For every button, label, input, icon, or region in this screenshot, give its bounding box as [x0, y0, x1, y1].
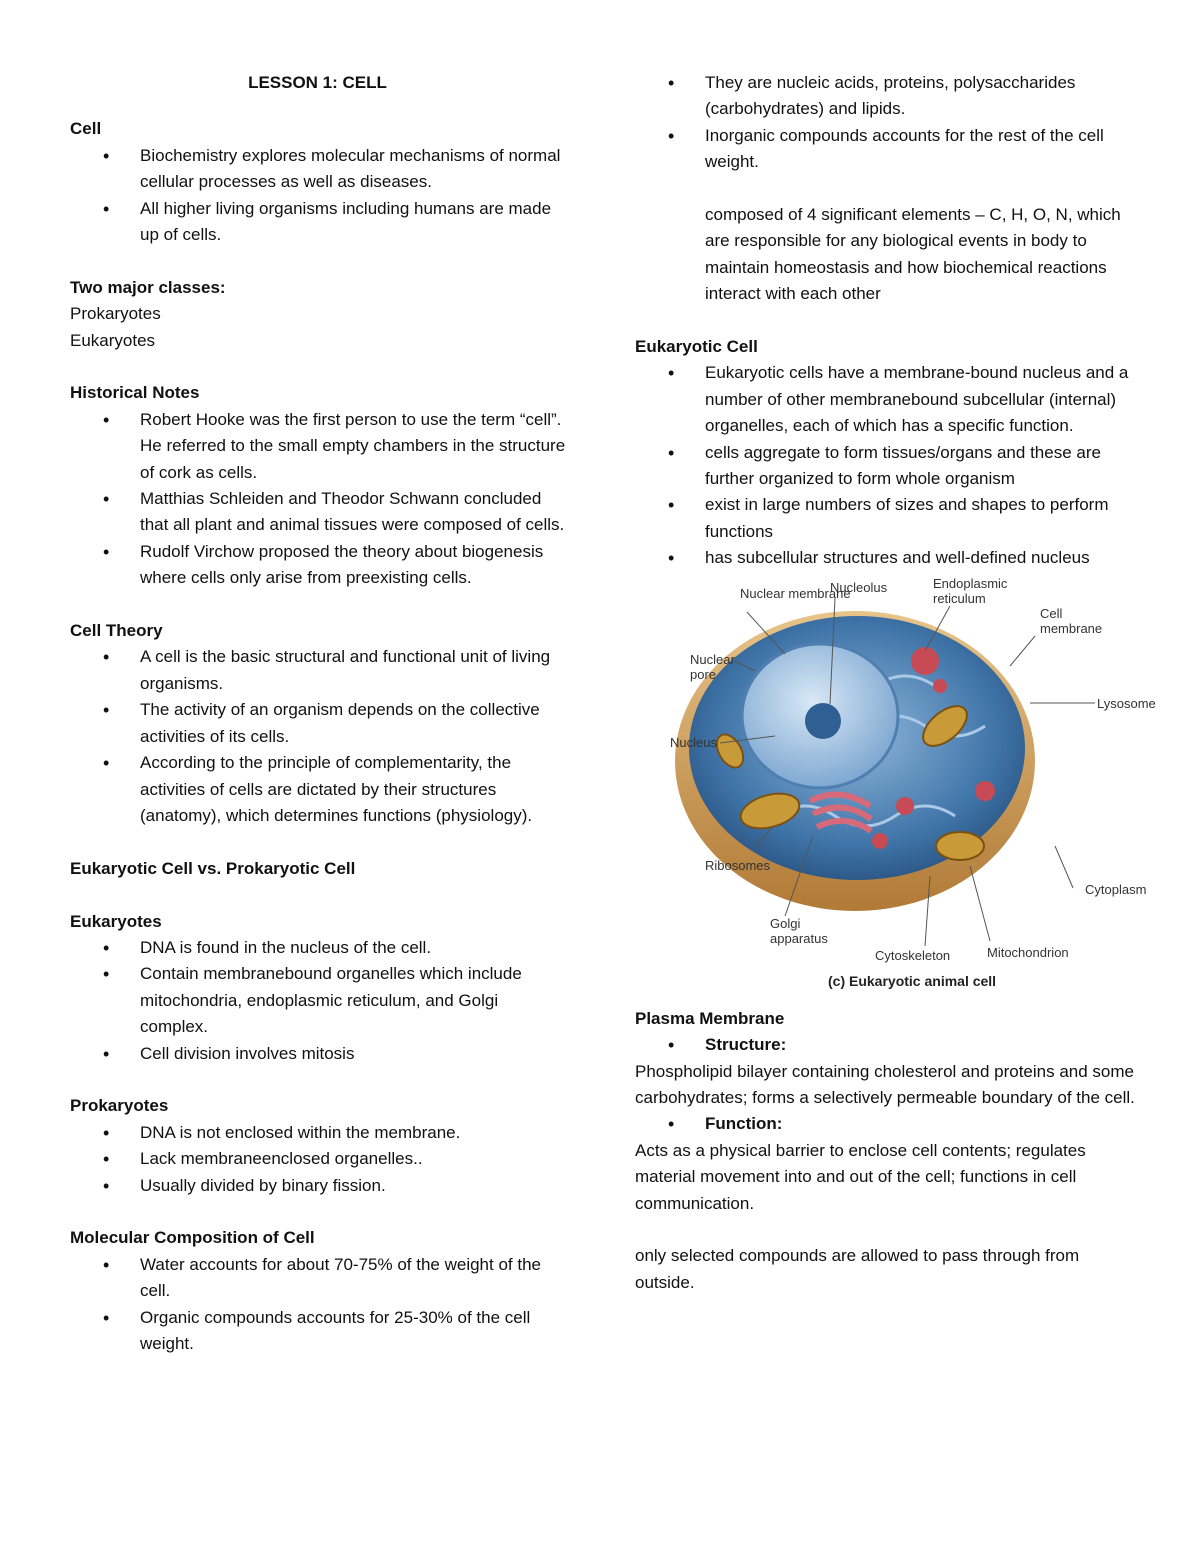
function-label: Function:: [705, 1114, 783, 1134]
list-prokaryotes: [70, 1120, 570, 1199]
heading-eukaryotic-vs-prokaryotic: Eukaryotic Cell vs. Prokaryotic Cell: [70, 858, 356, 878]
label-ribosomes: Ribosomes: [705, 857, 771, 873]
list-history: [70, 407, 570, 592]
function-text: Acts as a physical barrier to enclose cell contents; regulates material movement into and out of the cell; functions in cell communication.: [635, 1140, 1086, 1213]
list-item: • Robert Hooke was the first person to use the term “cell”. He referred to the small empty chambers in the structure of cork as cells.: [70, 407, 570, 486]
eukaryotic-cell-figure: [635, 575, 1156, 996]
heading-historical-notes: Historical Notes: [70, 383, 200, 403]
label-lysosome: Lysosome: [1097, 695, 1156, 711]
list-item: [635, 1032, 1135, 1058]
figure-caption: (c) Eukaryotic animal cell: [828, 972, 997, 989]
structure-label: Structure:: [705, 1035, 787, 1055]
label-cytoplasm: Cytoplasm: [1085, 881, 1147, 897]
list-molecular: [70, 1252, 570, 1358]
list-item: • DNA is not enclosed within the membrane.: [70, 1120, 570, 1146]
list-eukaryotic-cell: [635, 360, 1135, 571]
list-item: • exist in large numbers of sizes and shapes to perform functions: [635, 492, 1135, 545]
lysosome: [911, 647, 939, 675]
list-item: • A cell is the basic structural and functional unit of living organisms.: [70, 644, 570, 697]
mitochondrion: [936, 832, 984, 860]
list-item: • Rudolf Virchow proposed the theory about biogenesis where cells only arise from preexisting cells.: [70, 539, 570, 592]
list-item: • Cell division involves mitosis: [70, 1041, 570, 1067]
lesson-title: LESSON 1: CELL: [248, 73, 387, 92]
class-item: Prokaryotes: [70, 304, 161, 324]
list-theory: [70, 644, 570, 829]
list-function: [635, 1111, 1135, 1137]
list-eukaryotes: [70, 935, 570, 1067]
list-item: • Contain membranebound organelles which include mitochondria, endoplasmic reticulum, and Golgi complex.: [70, 961, 570, 1040]
heading-prokaryotes: Prokaryotes: [70, 1096, 169, 1116]
left-column: [70, 70, 570, 1357]
label-golgi-apparatus: Golgi apparatus: [770, 915, 828, 946]
heading-plasma-membrane: Plasma Membrane: [635, 1008, 785, 1028]
list-item: • All higher living organisms including humans are made up of cells.: [70, 196, 570, 249]
list-item: • According to the principle of complementarity, the activities of cells are dictated by their structures (anatomy), which determines functions (physiology).: [70, 750, 570, 829]
elements-note: composed of 4 significant elements – C, H, O, N, which are responsible for any biological events in body to maintain homeostasis and how biochemical reactions interact with each other: [705, 205, 1121, 304]
list-item: • Inorganic compounds accounts for the rest of the cell weight.: [635, 123, 1135, 176]
label-nucleolus: Nucleolus: [830, 579, 888, 595]
heading-two-major-classes: Two major classes:: [70, 277, 226, 297]
list-item: • Water accounts for about 70-75% of the weight of the cell.: [70, 1252, 570, 1305]
label-nuclear-pore: Nuclear pore: [690, 651, 735, 682]
label-mitochondrion: Mitochondrion: [987, 944, 1069, 960]
heading-eukaryotic-cell: Eukaryotic Cell: [635, 337, 758, 357]
list-cell: [70, 143, 570, 249]
list-molecular-continued: [635, 70, 1135, 176]
label-nuclear-membrane: Nuclear membrane: [740, 585, 851, 601]
list-item: • has subcellular structures and well-defined nucleus: [635, 545, 1135, 571]
list-item: [635, 1111, 1135, 1137]
list-item: • cells aggregate to form tissues/organs and these are further organized to form whole organism: [635, 440, 1135, 493]
lysosome: [933, 679, 947, 693]
right-column: [635, 70, 1156, 1296]
heading-cell-theory: Cell Theory: [70, 621, 163, 641]
heading-molecular-composition: Molecular Composition of Cell: [70, 1228, 315, 1248]
list-item: • DNA is found in the nucleus of the cell.: [70, 935, 570, 961]
heading-eukaryotes: Eukaryotes: [70, 911, 162, 931]
label-cell-membrane: Cell membrane: [1040, 605, 1103, 636]
list-item: • Organic compounds accounts for 25-30% of the cell weight.: [70, 1305, 570, 1358]
lysosome: [975, 781, 995, 801]
list-item: • Matthias Schleiden and Theodor Schwann concluded that all plant and animal tissues were composed of cells.: [70, 486, 570, 539]
label-nucleus: Nucleus: [670, 734, 717, 750]
lysosome: [896, 797, 914, 815]
cell-illustration: [635, 576, 1165, 996]
list-item: • Lack membraneenclosed organelles..: [70, 1146, 570, 1172]
label-endoplasmic-reticulum: Endoplasmic reticulum: [933, 575, 1008, 606]
list-item: • They are nucleic acids, proteins, polysaccharides (carbohydrates) and lipids.: [635, 70, 1135, 123]
lysosome: [872, 833, 888, 849]
plasma-note: only selected compounds are allowed to pass through from outside.: [635, 1246, 1080, 1292]
list-structure: [635, 1032, 1135, 1058]
class-item: Eukaryotes: [70, 330, 156, 350]
structure-text: Phospholipid bilayer containing cholesterol and proteins and some carbohydrates; forms a selectively permeable boundary of the cell.: [635, 1061, 1135, 1107]
label-cytoskeleton: Cytoskeleton: [875, 947, 951, 963]
list-item: • Usually divided by binary fission.: [70, 1173, 570, 1199]
list-item: • The activity of an organism depends on the collective activities of its cells.: [70, 697, 570, 750]
heading-cell: Cell: [70, 119, 102, 139]
list-item: • Eukaryotic cells have a membrane-bound nucleus and a number of other membranebound subcellular (internal) organelles, each of which has a specific function.: [635, 360, 1135, 439]
list-item: • Biochemistry explores molecular mechanisms of normal cellular processes as well as diseases.: [70, 143, 570, 196]
nucleolus: [805, 703, 841, 739]
